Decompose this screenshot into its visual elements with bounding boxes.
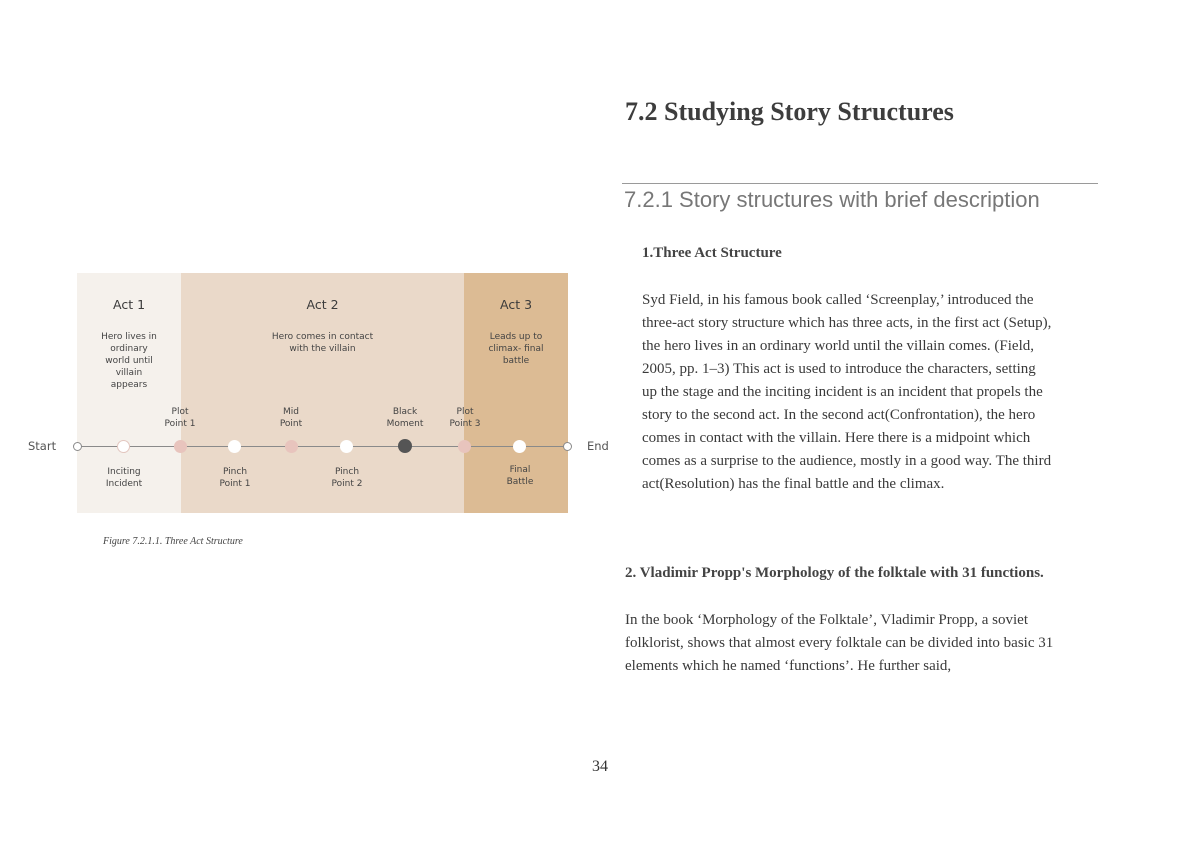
section-divider <box>622 183 1098 184</box>
plot-point-1-marker <box>174 440 187 453</box>
inciting-incident-label: Inciting Incident <box>105 467 143 489</box>
pinch-point-2-marker <box>340 440 353 453</box>
act2-title: Act 2 <box>306 297 339 312</box>
section-title: 7.2 Studying Story Structures <box>625 97 954 126</box>
act1-title: Act 1 <box>112 297 146 312</box>
pinch-point-1-marker <box>228 440 241 453</box>
act3-title: Act 3 <box>499 297 533 312</box>
page-number: 34 <box>592 758 608 775</box>
black-moment-label: Black Moment <box>386 407 424 429</box>
subsection-title: 7.2.1 Story structures with brief description <box>624 187 1040 212</box>
act3-description: Leads up to climax- final battle <box>488 332 544 366</box>
timeline-line <box>78 446 567 447</box>
act2-description: Hero comes in contact with the villain <box>271 332 374 354</box>
end-marker <box>563 442 572 451</box>
plot-point-1-label: Plot Point 1 <box>164 407 196 429</box>
act1-description: Hero lives in ordinary world until villain appears <box>101 332 157 390</box>
pinch-point-1-label: Pinch Point 1 <box>219 467 251 489</box>
figure-caption: Figure 7.2.1.1. Three Act Structure <box>103 536 243 547</box>
start-label: Start <box>28 439 57 453</box>
end-label: End <box>587 439 609 453</box>
pinch-point-2-label: Pinch Point 2 <box>331 467 363 489</box>
plot-point-3-marker <box>458 440 471 453</box>
mid-point-label: Mid Point <box>279 407 303 429</box>
mid-point-marker <box>285 440 298 453</box>
structure-1-heading: 1.Three Act Structure <box>642 245 782 261</box>
structure-2-paragraph: In the book ‘Morphology of the Folktale’, Vladimir Propp, a soviet folklorist, shows that almost every folktale can be divided into basic 31 elements which he named ‘functions’. He further said, <box>625 612 1054 674</box>
three-act-structure-figure <box>0 0 609 600</box>
final-battle-label: Final Battle <box>506 465 534 487</box>
black-moment-marker <box>398 439 412 453</box>
structure-1-paragraph: Syd Field, in his famous book called ‘Screenplay,’ introduced the three-act story structure which has three acts, in the first act (Setup), the hero lives in an ordinary world until the villain comes. (Field, 2005, pp. 1–3) This act is used to introduce the characters, setting up the stage and the inciting incident is an incident that propels the story to the second act. In the second act(Confrontation), the hero comes in contact with the villain. Here there is a midpoint which comes as a surprise to the audience, mostly in a good way. The third act(Resolution) has the final battle and the climax. <box>642 292 1052 492</box>
plot-point-3-label: Plot Point 3 <box>449 407 481 429</box>
inciting-incident-marker <box>117 440 130 453</box>
start-marker <box>73 442 82 451</box>
final-battle-marker <box>513 440 526 453</box>
structure-2-heading: 2. Vladimir Propp's Morphology of the folktale with 31 functions. <box>625 565 1044 581</box>
